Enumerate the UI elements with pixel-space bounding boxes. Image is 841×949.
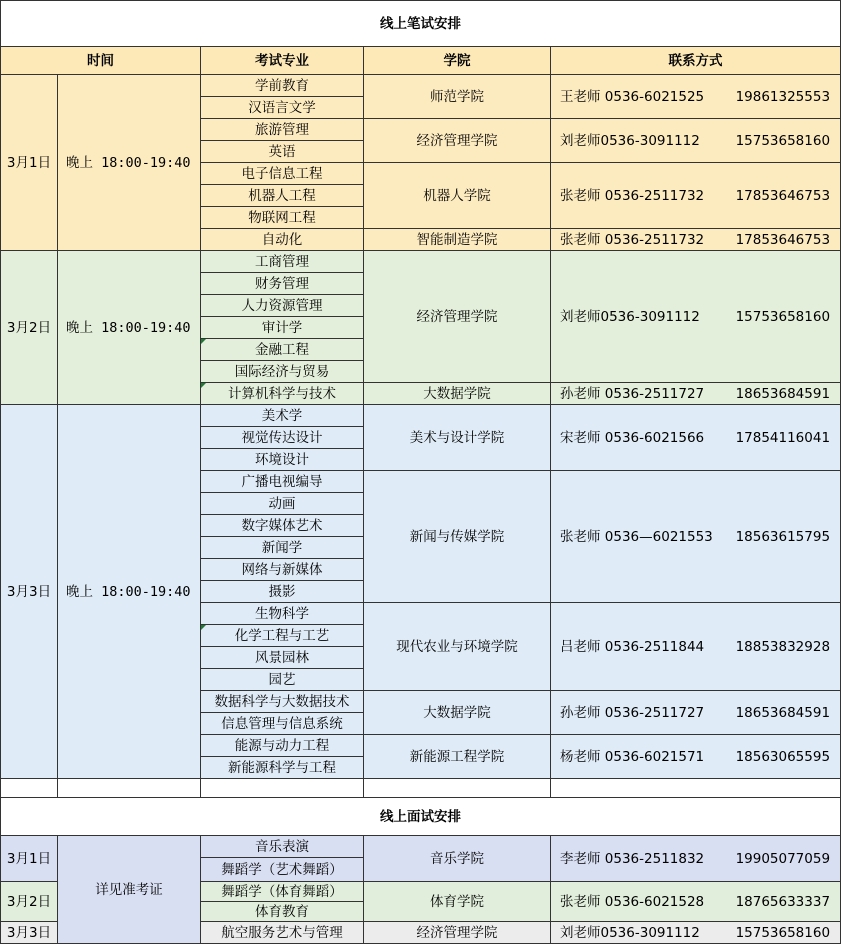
day3-date: 3月3日 [1,405,58,779]
contact-phone: 15753658160 [735,308,831,325]
college-cell: 美术与设计学院 [364,405,551,471]
contact-phone: 18563615795 [735,528,831,545]
contact-name: 张老师 0536-2511732 [560,231,705,248]
major-cell: 音乐表演 [201,836,364,858]
contact-name: 张老师 0536-6021528 [560,893,705,910]
major-cell: 审计学 [201,317,364,339]
major-cell: 人力资源管理 [201,295,364,317]
contact-cell [551,163,841,229]
major-cell: 动画 [201,493,364,515]
header-major: 考试专业 [201,47,364,75]
blank-cell [1,779,58,798]
major-cell: 环境设计 [201,449,364,471]
contact-phone: 18853832928 [735,638,831,655]
major-cell: 计算机科学与技术 [201,383,364,405]
major-cell: 财务管理 [201,273,364,295]
contact-phone: 18765633337 [735,893,831,910]
college-cell: 音乐学院 [364,836,551,882]
contact-name: 刘老师0536-3091112 [560,924,700,941]
contact-phone: 15753658160 [735,132,831,149]
major-cell: 物联网工程 [201,207,364,229]
major-cell: 数据科学与大数据技术 [201,691,364,713]
major-cell: 汉语言文学 [201,97,364,119]
contact-phone: 17853646753 [735,231,831,248]
major-cell: 航空服务艺术与管理 [201,922,364,944]
college-cell: 现代农业与环境学院 [364,603,551,691]
contact-name: 王老师 0536-6021525 [560,88,705,105]
major-cell: 广播电视编导 [201,471,364,493]
major-cell: 舞蹈学（体育舞蹈） [201,882,364,902]
interview-title: 线上面试安排 [1,798,841,836]
contact-name: 张老师 0536—6021553 [560,528,713,545]
contact-cell [551,922,841,944]
contact-cell [551,735,841,779]
college-cell: 大数据学院 [364,691,551,735]
contact-cell [551,75,841,119]
interview-date: 3月3日 [1,922,58,944]
header-contact: 联系方式 [551,47,841,75]
major-cell: 体育教育 [201,902,364,922]
interview-time: 详见准考证 [58,836,201,944]
college-cell: 新能源工程学院 [364,735,551,779]
contact-cell [551,836,841,882]
college-cell: 经济管理学院 [364,922,551,944]
contact-phone: 17853646753 [735,187,831,204]
blank-cell [58,779,201,798]
interview-date: 3月2日 [1,882,58,922]
major-cell: 新闻学 [201,537,364,559]
college-cell: 新闻与传媒学院 [364,471,551,603]
major-cell: 机器人工程 [201,185,364,207]
major-cell: 美术学 [201,405,364,427]
contact-phone: 19905077059 [735,850,831,867]
major-cell: 国际经济与贸易 [201,361,364,383]
contact-phone: 17854116041 [735,429,831,446]
contact-name: 吕老师 0536-2511844 [560,638,705,655]
contact-phone: 18653684591 [735,385,831,402]
major-cell: 园艺 [201,669,364,691]
college-cell: 大数据学院 [364,383,551,405]
college-cell: 经济管理学院 [364,119,551,163]
major-cell: 英语 [201,141,364,163]
blank-cell [201,779,364,798]
contact-cell [551,251,841,383]
college-cell: 智能制造学院 [364,229,551,251]
day3-time: 晚上 18:00-19:40 [58,405,201,779]
contact-name: 宋老师 0536-6021566 [560,429,705,446]
major-cell: 金融工程 [201,339,364,361]
college-cell: 师范学院 [364,75,551,119]
major-cell: 学前教育 [201,75,364,97]
contact-cell [551,405,841,471]
major-cell: 新能源科学与工程 [201,757,364,779]
written-exam-title: 线上笔试安排 [1,1,841,47]
major-cell: 摄影 [201,581,364,603]
contact-cell [551,882,841,922]
contact-cell [551,691,841,735]
major-cell: 电子信息工程 [201,163,364,185]
major-cell: 信息管理与信息系统 [201,713,364,735]
major-cell: 数字媒体艺术 [201,515,364,537]
major-cell: 风景园林 [201,647,364,669]
contact-phone: 19861325553 [735,88,831,105]
college-cell: 机器人学院 [364,163,551,229]
contact-name: 杨老师 0536-6021571 [560,748,705,765]
day1-time: 晚上 18:00-19:40 [58,75,201,251]
contact-name: 孙老师 0536-2511727 [560,704,705,721]
day1-date: 3月1日 [1,75,58,251]
major-cell: 视觉传达设计 [201,427,364,449]
contact-name: 刘老师0536-3091112 [560,132,700,149]
major-cell: 能源与动力工程 [201,735,364,757]
contact-phone: 18563065595 [735,748,831,765]
contact-cell [551,119,841,163]
day2-time: 晚上 18:00-19:40 [58,251,201,405]
header-time: 时间 [1,47,201,75]
contact-cell [551,471,841,603]
major-cell: 舞蹈学（艺术舞蹈） [201,858,364,882]
header-college: 学院 [364,47,551,75]
major-cell: 化学工程与工艺 [201,625,364,647]
contact-cell [551,229,841,251]
contact-cell [551,603,841,691]
major-cell: 自动化 [201,229,364,251]
contact-name: 孙老师 0536-2511727 [560,385,705,402]
major-cell: 网络与新媒体 [201,559,364,581]
contact-phone: 18653684591 [735,704,831,721]
contact-name: 李老师 0536-2511832 [560,850,705,867]
contact-phone: 15753658160 [735,924,831,941]
contact-name: 刘老师0536-3091112 [560,308,700,325]
college-cell: 经济管理学院 [364,251,551,383]
contact-name: 张老师 0536-2511732 [560,187,705,204]
major-cell: 工商管理 [201,251,364,273]
blank-cell [551,779,841,798]
college-cell: 体育学院 [364,882,551,922]
blank-cell [364,779,551,798]
major-cell: 旅游管理 [201,119,364,141]
day2-date: 3月2日 [1,251,58,405]
contact-cell [551,383,841,405]
major-cell: 生物科学 [201,603,364,625]
interview-date: 3月1日 [1,836,58,882]
